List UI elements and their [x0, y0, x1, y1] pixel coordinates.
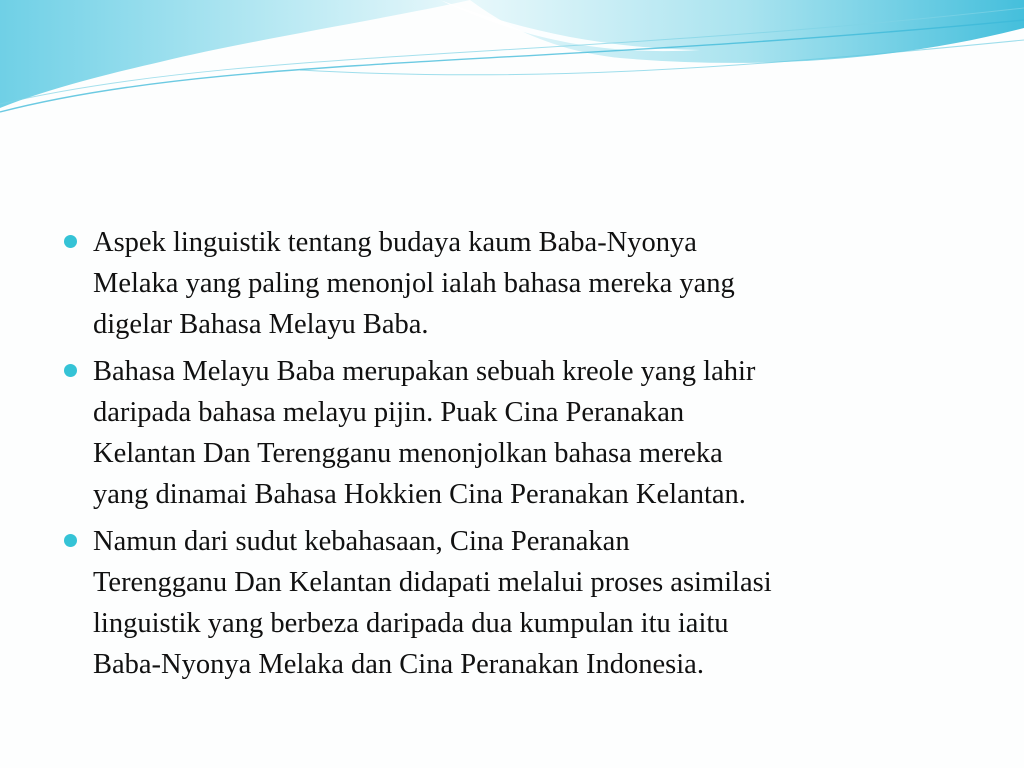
wave-header-decoration — [0, 0, 1024, 130]
bullet-list — [62, 222, 982, 685]
wave-left-band — [0, 0, 470, 108]
bullet-item — [62, 521, 982, 685]
bullet-item — [62, 351, 982, 515]
bullet-text: Bahasa Melayu Baba merupakan sebuah kreole yang lahir daripada bahasa melayu pijin. Puak Cina Peranakan Kelantan Dan Terengganu menonjolkan bahasa mereka yang dinamai Bahasa Hokkien Cina Peranakan Kelantan. — [93, 356, 756, 510]
bullet-dot-icon — [64, 364, 77, 377]
wave-right-band — [470, 0, 1024, 63]
bullet-dot-icon — [64, 534, 77, 547]
bullet-text: Namun dari sudut kebahasaan, Cina Peranakan Terengganu Dan Kelantan didapati melalui proses asimilasi linguistik yang berbeza daripada dua kumpulan itu iaitu Baba-Nyonya Melaka dan Cina Peranakan Indonesia. — [93, 526, 772, 680]
bullet-item — [62, 222, 982, 345]
slide-body — [62, 222, 982, 691]
bullet-dot-icon — [64, 235, 77, 248]
bullet-text: Aspek linguistik tentang budaya kaum Baba-Nyonya Melaka yang paling menonjol ialah bahasa mereka yang digelar Bahasa Melayu Baba. — [93, 227, 735, 340]
